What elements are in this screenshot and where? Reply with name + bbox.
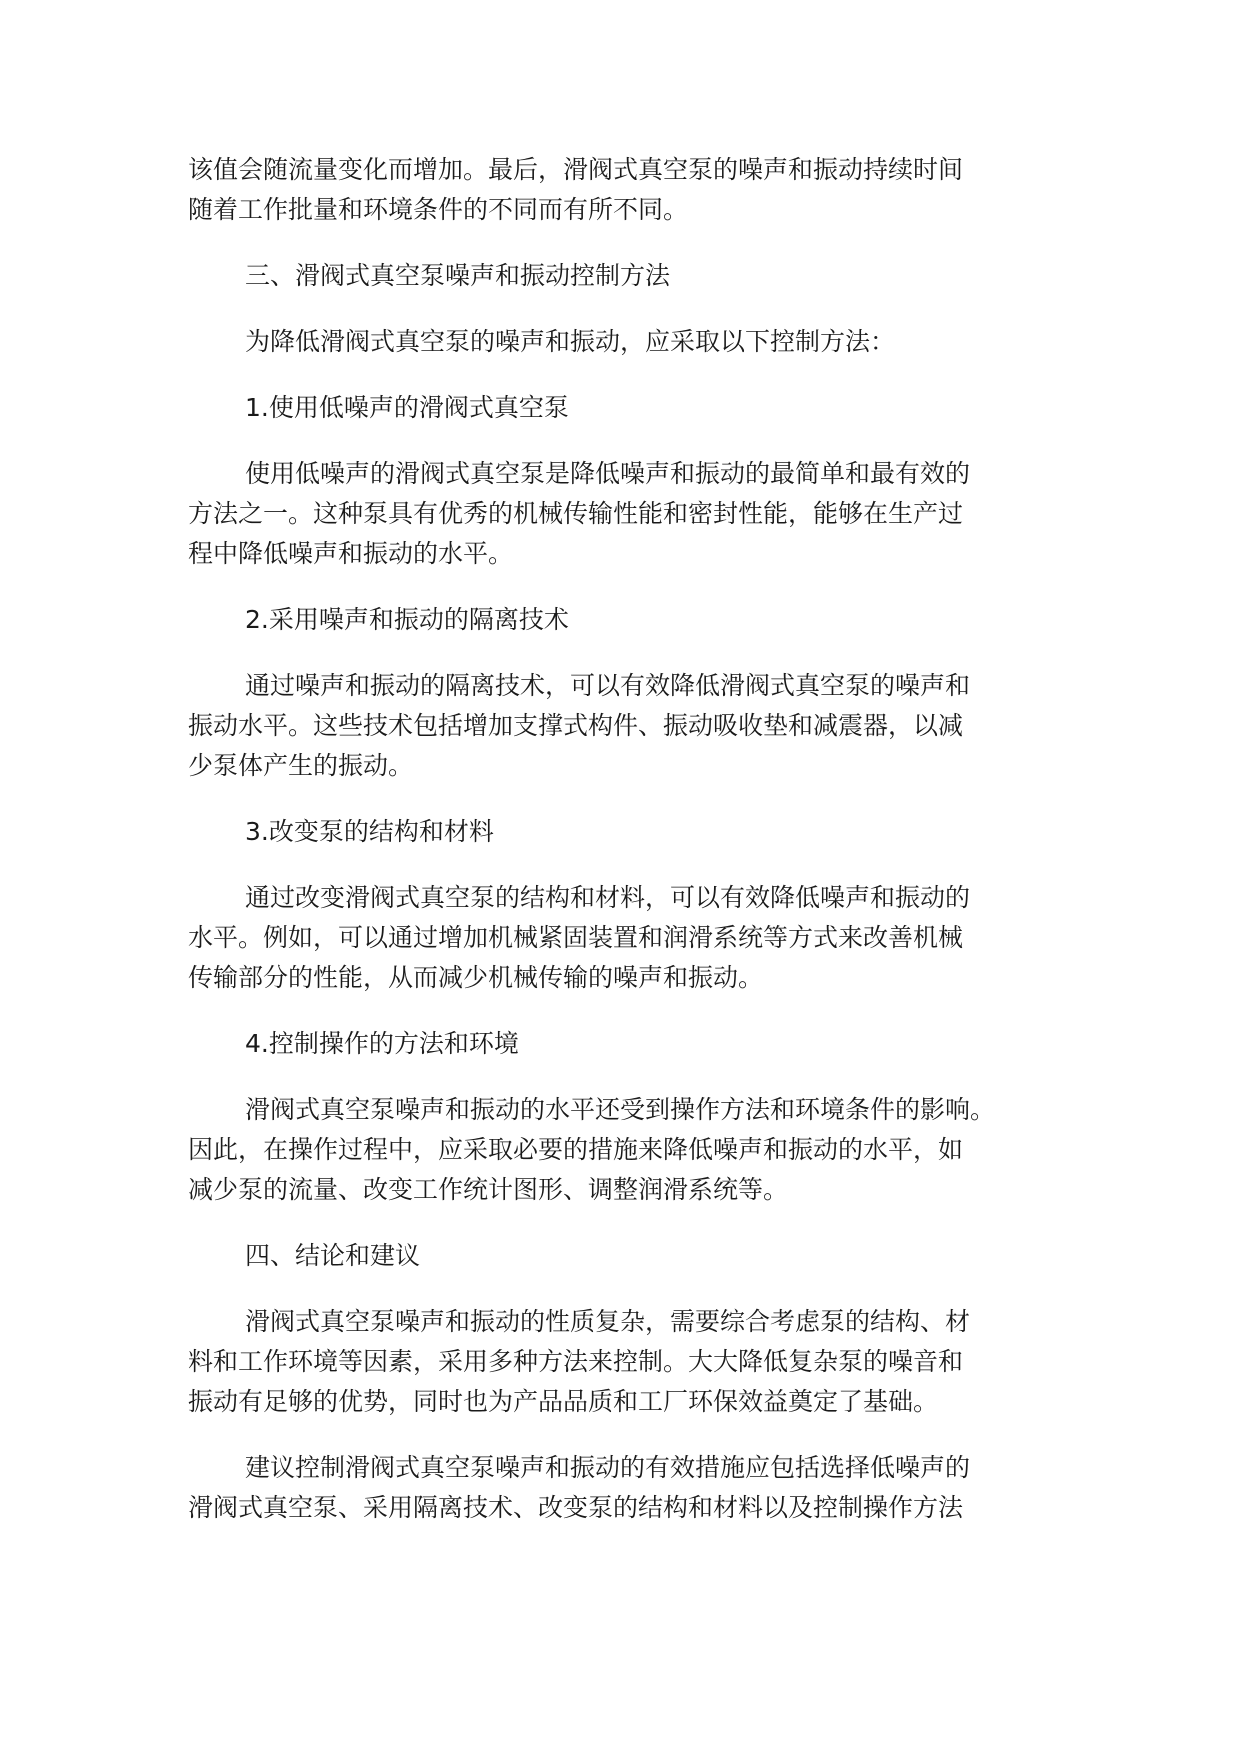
document-body — [188, 150, 1068, 1554]
paragraph-line: 该值会随流量变化而增加。最后，滑阀式真空泵的噪声和振动持续时间 — [188, 155, 964, 184]
paragraph — [188, 150, 1068, 230]
paragraph-line: 振动有足够的优势，同时也为产品品质和工厂环保效益奠定了基础。 — [188, 1387, 939, 1416]
paragraph-line: 随着工作批量和环境条件的不同而有所不同。 — [188, 195, 689, 224]
paragraph-line: 为降低滑阀式真空泵的噪声和振动，应采取以下控制方法： — [245, 327, 896, 356]
paragraph-line: 振动水平。这些技术包括增加支撑式构件、振动吸收垫和减震器，以减 — [188, 711, 964, 740]
paragraph-line: 水平。例如，可以通过增加机械紧固装置和润滑系统等方式来改善机械 — [188, 923, 964, 952]
paragraph-line: 因此，在操作过程中，应采取必要的措施来降低噪声和振动的水平，如 — [188, 1135, 964, 1164]
section-heading — [188, 388, 1068, 428]
heading-text: 四、结论和建议 — [245, 1241, 421, 1270]
paragraph-line: 滑阀式真空泵噪声和振动的性质复杂，需要综合考虑泵的结构、材 — [245, 1307, 971, 1336]
paragraph — [188, 322, 1068, 362]
paragraph-line: 建议控制滑阀式真空泵噪声和振动的有效措施应包括选择低噪声的 — [245, 1453, 971, 1482]
paragraph — [188, 1090, 1068, 1210]
paragraph — [188, 666, 1068, 786]
section-heading — [188, 256, 1068, 296]
paragraph-line: 滑阀式真空泵噪声和振动的水平还受到操作方法和环境条件的影响。 — [245, 1095, 996, 1124]
paragraph-line: 通过噪声和振动的隔离技术，可以有效降低滑阀式真空泵的噪声和 — [245, 671, 971, 700]
paragraph-line: 减少泵的流量、改变工作统计图形、调整润滑系统等。 — [188, 1175, 789, 1204]
heading-text: 3.改变泵的结构和材料 — [245, 817, 494, 846]
paragraph — [188, 878, 1068, 998]
heading-text: 4.控制操作的方法和环境 — [245, 1029, 519, 1058]
section-heading — [188, 1024, 1068, 1064]
paragraph — [188, 1302, 1068, 1422]
paragraph-line: 通过改变滑阀式真空泵的结构和材料，可以有效降低噪声和振动的 — [245, 883, 971, 912]
paragraph-line: 使用低噪声的滑阀式真空泵是降低噪声和振动的最简单和最有效的 — [245, 459, 971, 488]
heading-text: 1.使用低噪声的滑阀式真空泵 — [245, 393, 569, 422]
heading-text: 2.采用噪声和振动的隔离技术 — [245, 605, 569, 634]
paragraph-line: 少泵体产生的振动。 — [188, 751, 414, 780]
paragraph-line: 传输部分的性能，从而减少机械传输的噪声和振动。 — [188, 963, 764, 992]
section-heading — [188, 812, 1068, 852]
section-heading — [188, 600, 1068, 640]
heading-text: 三、滑阀式真空泵噪声和振动控制方法 — [245, 261, 671, 290]
paragraph — [188, 1448, 1068, 1528]
paragraph-line: 料和工作环境等因素，采用多种方法来控制。大大降低复杂泵的噪音和 — [188, 1347, 964, 1376]
section-heading — [188, 1236, 1068, 1276]
paragraph-line: 方法之一。这种泵具有优秀的机械传输性能和密封性能，能够在生产过 — [188, 499, 964, 528]
paragraph — [188, 454, 1068, 574]
paragraph-line: 程中降低噪声和振动的水平。 — [188, 539, 514, 568]
paragraph-line: 滑阀式真空泵、采用隔离技术、改变泵的结构和材料以及控制操作方法 — [188, 1493, 964, 1522]
